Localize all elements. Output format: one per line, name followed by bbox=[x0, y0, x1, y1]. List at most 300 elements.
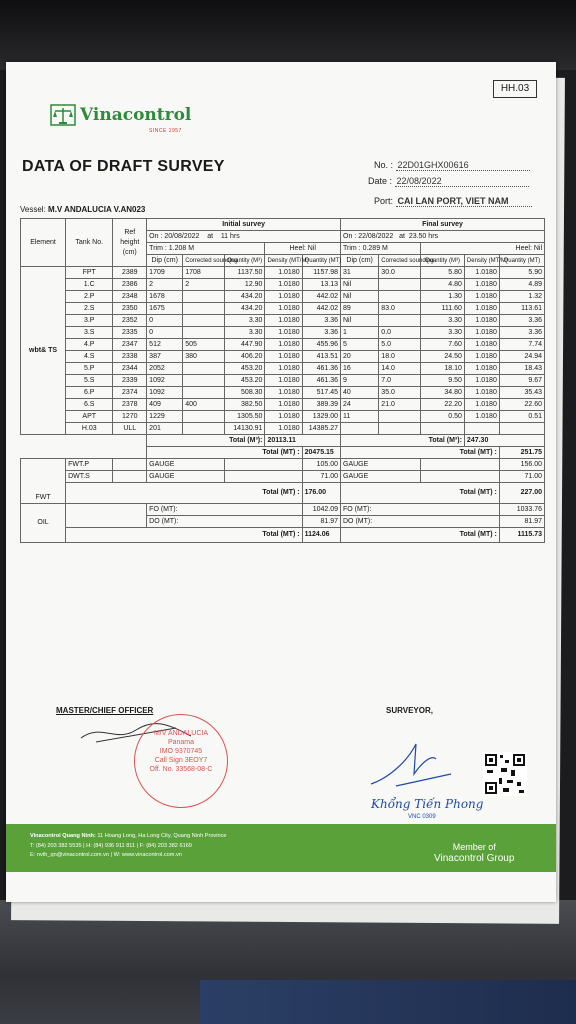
final-density: 1.0180 bbox=[464, 279, 499, 291]
initial-quantity-mt: 389.39 bbox=[302, 399, 340, 411]
stamp-line: M/V ANDALUCIA bbox=[153, 730, 209, 737]
col-density-final: Density (MT/M³ bbox=[464, 255, 499, 267]
initial-dip: 387 bbox=[147, 351, 183, 363]
total-m3-label: Total (M³): bbox=[147, 435, 265, 447]
initial-total-mt: 20475.15 bbox=[302, 447, 340, 459]
fo-initial: 1042.09 bbox=[302, 504, 340, 516]
initial-dip: 1092 bbox=[147, 375, 183, 387]
surveyor-name: Khổng Tiến Phong bbox=[371, 797, 484, 811]
report-number-value: 22D01GHX00616 bbox=[396, 160, 530, 171]
member-label: Member of bbox=[452, 842, 496, 852]
initial-at-label: at bbox=[207, 232, 214, 240]
initial-quantity-mt: 442.02 bbox=[302, 291, 340, 303]
initial-dip: 2 bbox=[147, 279, 183, 291]
final-dip: Nil bbox=[341, 315, 379, 327]
final-quantity-mt: 3.36 bbox=[499, 315, 544, 327]
fwt-p-initial-mt: 105.00 bbox=[302, 459, 340, 471]
port-label: Port: bbox=[374, 196, 394, 206]
ref-height-header: Ref height (cm) bbox=[113, 219, 147, 267]
final-quantity-mt: 113.61 bbox=[499, 303, 544, 315]
initial-density: 1.0180 bbox=[265, 291, 302, 303]
table-row bbox=[21, 303, 545, 315]
table-row bbox=[21, 339, 545, 351]
final-corrected bbox=[379, 315, 421, 327]
final-quantity-mt bbox=[499, 423, 544, 435]
fwt-final-total: 227.00 bbox=[499, 483, 544, 504]
vessel-label: Vessel: bbox=[20, 205, 46, 214]
initial-density: 1.0180 bbox=[265, 387, 302, 399]
final-quantity-m3 bbox=[420, 423, 464, 435]
report-number bbox=[374, 160, 530, 171]
ref-height: 2335 bbox=[113, 327, 147, 339]
tank-no: 2.S bbox=[66, 303, 113, 315]
table-row bbox=[21, 435, 545, 447]
initial-density: 1.0180 bbox=[265, 327, 302, 339]
initial-density: 1.0180 bbox=[265, 375, 302, 387]
spacer bbox=[224, 459, 302, 471]
report-date-value: 22/08/2022 bbox=[395, 176, 529, 187]
initial-on-row bbox=[147, 231, 341, 243]
final-corrected: 0.0 bbox=[379, 327, 421, 339]
vessel-value: M.V ANDALUCIA V.AN023 bbox=[48, 205, 146, 214]
oil-final-total: 1115.73 bbox=[499, 528, 544, 543]
table-row bbox=[21, 279, 545, 291]
final-total-m3: 247.30 bbox=[464, 435, 544, 447]
ref-height: 2338 bbox=[113, 351, 147, 363]
tank-no: 4.P bbox=[66, 339, 113, 351]
vessel bbox=[20, 205, 145, 214]
table-row bbox=[21, 291, 545, 303]
initial-corrected bbox=[183, 327, 225, 339]
footer-bar bbox=[6, 824, 556, 872]
fwt-p-dip: GAUGE bbox=[147, 459, 225, 471]
tank-no: H.03 bbox=[66, 423, 113, 435]
footer-office-name: Vinacontrol Quang Ninh: bbox=[30, 833, 96, 839]
total-mt-label-final: Total (MT) : bbox=[341, 447, 500, 459]
stamp-line: IMO 9370745 bbox=[159, 748, 203, 755]
member-of-group bbox=[434, 842, 514, 864]
final-corrected: 30.0 bbox=[379, 267, 421, 279]
draft-survey-document bbox=[6, 62, 556, 902]
final-quantity-m3: 3.30 bbox=[420, 327, 464, 339]
initial-quantity-m3: 3.30 bbox=[224, 315, 265, 327]
initial-corrected bbox=[183, 363, 225, 375]
final-dip: 1 bbox=[341, 327, 379, 339]
final-at-value: 23.50 bbox=[408, 232, 427, 240]
fwt-p-final-mt: 156.00 bbox=[499, 459, 544, 471]
table-row bbox=[21, 516, 545, 528]
fwt-total-label-final: Total (MT) : bbox=[341, 483, 500, 504]
tank-no: 1.C bbox=[66, 279, 113, 291]
tank-no: 5.S bbox=[66, 375, 113, 387]
initial-at-value: 11 bbox=[220, 232, 229, 240]
final-quantity-mt: 24.94 bbox=[499, 351, 544, 363]
final-density: 1.0180 bbox=[464, 339, 499, 351]
table-row bbox=[21, 504, 545, 516]
final-density: 1.0180 bbox=[464, 411, 499, 423]
initial-trim bbox=[147, 243, 265, 255]
initial-dip: 2052 bbox=[147, 363, 183, 375]
do-label-final: DO (MT): bbox=[341, 516, 500, 528]
initial-quantity-mt: 413.51 bbox=[302, 351, 340, 363]
initial-quantity-mt: 14385.27 bbox=[302, 423, 340, 435]
final-quantity-mt: 4.89 bbox=[499, 279, 544, 291]
initial-density: 1.0180 bbox=[265, 339, 302, 351]
initial-quantity-mt: 13.13 bbox=[302, 279, 340, 291]
table-row bbox=[21, 483, 545, 504]
table-row bbox=[21, 375, 545, 387]
initial-corrected bbox=[183, 375, 225, 387]
final-quantity-mt: 18.43 bbox=[499, 363, 544, 375]
initial-quantity-m3: 447.90 bbox=[224, 339, 265, 351]
stamp-line: Call Sign 3EOY7 bbox=[154, 757, 208, 764]
master-label: MASTER/CHIEF OFFICER bbox=[56, 706, 154, 715]
table-row bbox=[21, 423, 545, 435]
final-at-label: at bbox=[399, 232, 405, 240]
initial-density: 1.0180 bbox=[265, 303, 302, 315]
ref-height: 2339 bbox=[113, 375, 147, 387]
initial-corrected: 1708 bbox=[183, 267, 225, 279]
final-quantity-m3: 4.80 bbox=[420, 279, 464, 291]
footer-phone-line: T: (84) 203 382 5535 | H: (84) 936 911 811 | F: (84) 203 382 6169 bbox=[30, 842, 192, 849]
initial-dip: 1678 bbox=[147, 291, 183, 303]
ref-height: 2389 bbox=[113, 267, 147, 279]
spacer bbox=[21, 435, 147, 447]
do-label: DO (MT): bbox=[147, 516, 302, 528]
initial-quantity-m3: 453.20 bbox=[224, 375, 265, 387]
initial-corrected bbox=[183, 387, 225, 399]
spacer bbox=[66, 504, 147, 516]
oil-label: OIL bbox=[21, 504, 66, 543]
table-row bbox=[21, 315, 545, 327]
initial-quantity-m3: 1305.50 bbox=[224, 411, 265, 423]
initial-dip: 1229 bbox=[147, 411, 183, 423]
ship-stamp bbox=[134, 714, 228, 808]
oil-initial-total: 1124.06 bbox=[302, 528, 340, 543]
final-quantity-m3: 5.80 bbox=[420, 267, 464, 279]
final-dip: 11 bbox=[341, 411, 379, 423]
final-density: 1.0180 bbox=[464, 327, 499, 339]
initial-quantity-m3: 453.20 bbox=[224, 363, 265, 375]
spacer bbox=[420, 459, 499, 471]
fwt-total-label: Total (MT) : bbox=[66, 483, 303, 504]
final-dip: Nil bbox=[341, 291, 379, 303]
ref-height: 2352 bbox=[113, 315, 147, 327]
spacer bbox=[113, 471, 147, 483]
tank-no: FPT bbox=[66, 267, 113, 279]
initial-density: 1.0180 bbox=[265, 399, 302, 411]
final-heel: Heel: Nil bbox=[420, 243, 544, 255]
element-header: Element bbox=[21, 219, 66, 267]
initial-corrected bbox=[183, 423, 225, 435]
table-row bbox=[21, 327, 545, 339]
vinacontrol-logo bbox=[50, 102, 191, 128]
ref-height: 2350 bbox=[113, 303, 147, 315]
initial-quantity-m3: 382.50 bbox=[224, 399, 265, 411]
table-row bbox=[21, 447, 545, 459]
final-on-label: On : bbox=[343, 232, 357, 240]
final-density: 1.0180 bbox=[464, 399, 499, 411]
initial-total-m3: 20113.11 bbox=[265, 435, 341, 447]
table-row bbox=[21, 399, 545, 411]
initial-dip: 0 bbox=[147, 315, 183, 327]
final-trim-label: Trim : bbox=[343, 244, 361, 252]
spacer bbox=[66, 516, 147, 528]
report-number-label: No. : bbox=[374, 160, 394, 170]
initial-density: 1.0180 bbox=[265, 411, 302, 423]
final-corrected: 21.0 bbox=[379, 399, 421, 411]
ref-height: 2347 bbox=[113, 339, 147, 351]
initial-density: 1.0180 bbox=[265, 267, 302, 279]
final-on-row bbox=[341, 231, 545, 243]
final-quantity-m3: 22.20 bbox=[420, 399, 464, 411]
final-dip: 31 bbox=[341, 267, 379, 279]
final-quantity-m3: 1.30 bbox=[420, 291, 464, 303]
final-corrected: 35.0 bbox=[379, 387, 421, 399]
table-row bbox=[21, 351, 545, 363]
final-quantity-m3: 3.30 bbox=[420, 315, 464, 327]
fwt-s-dip: GAUGE bbox=[147, 471, 225, 483]
surveyor-signature bbox=[366, 734, 456, 794]
col-corrected-final: Corrected sounding bbox=[379, 255, 421, 267]
final-quantity-m3: 9.50 bbox=[420, 375, 464, 387]
qr-code-icon bbox=[483, 752, 527, 796]
initial-quantity-mt: 517.45 bbox=[302, 387, 340, 399]
fo-final: 1033.76 bbox=[499, 504, 544, 516]
final-density: 1.0180 bbox=[464, 291, 499, 303]
ref-height: 2378 bbox=[113, 399, 147, 411]
final-corrected bbox=[379, 291, 421, 303]
fwt-p-final-dip: GAUGE bbox=[341, 459, 421, 471]
scales-logo-icon bbox=[50, 102, 76, 128]
final-quantity-mt: 1.32 bbox=[499, 291, 544, 303]
table-row bbox=[21, 471, 545, 483]
footer-address bbox=[30, 832, 227, 861]
initial-quantity-m3: 434.20 bbox=[224, 303, 265, 315]
ref-height: 2344 bbox=[113, 363, 147, 375]
final-corrected: 83.0 bbox=[379, 303, 421, 315]
ref-height: ULL bbox=[113, 423, 147, 435]
final-quantity-mt: 5.90 bbox=[499, 267, 544, 279]
tank-no: 4.S bbox=[66, 351, 113, 363]
final-quantity-mt: 9.67 bbox=[499, 375, 544, 387]
final-corrected bbox=[379, 411, 421, 423]
final-density: 1.0180 bbox=[464, 267, 499, 279]
final-quantity-m3: 111.60 bbox=[420, 303, 464, 315]
initial-on-label: On : bbox=[149, 232, 163, 240]
fwt-initial-total: 176.00 bbox=[302, 483, 340, 504]
tank-no: 5.P bbox=[66, 363, 113, 375]
final-corrected bbox=[379, 423, 421, 435]
final-dip: 5 bbox=[341, 339, 379, 351]
fwt-s-final-mt: 71.00 bbox=[499, 471, 544, 483]
spacer bbox=[113, 459, 147, 471]
final-quantity-mt: 0.51 bbox=[499, 411, 544, 423]
group-label-wbt: wbt& TS bbox=[21, 267, 66, 435]
col-quantity-m3: Quantity (M³) bbox=[224, 255, 265, 267]
do-final: 81.97 bbox=[499, 516, 544, 528]
final-dip: 20 bbox=[341, 351, 379, 363]
initial-corrected: 380 bbox=[183, 351, 225, 363]
fwt-s-final-dip: GAUGE bbox=[341, 471, 421, 483]
group-name: Vinacontrol Group bbox=[434, 853, 515, 864]
initial-quantity-m3: 406.20 bbox=[224, 351, 265, 363]
initial-quantity-mt: 455.96 bbox=[302, 339, 340, 351]
initial-quantity-mt: 3.36 bbox=[302, 315, 340, 327]
initial-quantity-mt: 442.02 bbox=[302, 303, 340, 315]
final-quantity-m3: 34.80 bbox=[420, 387, 464, 399]
initial-quantity-m3: 3.30 bbox=[224, 327, 265, 339]
final-trim bbox=[341, 243, 421, 255]
footer-email-line: E: nvth_qn@vinacontrol.com.vn | W: www.vinacontrol.com.vn bbox=[30, 852, 182, 858]
initial-dip: 1675 bbox=[147, 303, 183, 315]
final-density: 1.0180 bbox=[464, 387, 499, 399]
final-quantity-mt: 7.74 bbox=[499, 339, 544, 351]
stamp-line: Panama bbox=[167, 739, 195, 746]
initial-dip: 1709 bbox=[147, 267, 183, 279]
final-quantity-mt: 3.36 bbox=[499, 327, 544, 339]
ref-height: 2348 bbox=[113, 291, 147, 303]
tank-no: 2.P bbox=[66, 291, 113, 303]
final-dip bbox=[341, 423, 379, 435]
final-quantity-m3: 24.50 bbox=[420, 351, 464, 363]
col-quantity-m3-final: Quantity (M³) bbox=[420, 255, 464, 267]
total-m3-label-final: Total (M³): bbox=[341, 435, 465, 447]
document-code: HH.03 bbox=[493, 80, 537, 98]
final-corrected: 5.0 bbox=[379, 339, 421, 351]
initial-trim-value: 1.208 M bbox=[168, 244, 195, 252]
final-density: 1.0180 bbox=[464, 315, 499, 327]
col-density: Density (MT/M³ bbox=[265, 255, 302, 267]
final-trim-value: 0.289 M bbox=[362, 244, 388, 252]
initial-heel: Heel: Nil bbox=[265, 243, 341, 255]
final-corrected: 14.0 bbox=[379, 363, 421, 375]
initial-dip: 409 bbox=[147, 399, 183, 411]
initial-quantity-mt: 461.36 bbox=[302, 363, 340, 375]
footer-address-line: 11 Hoang Long, Ha Long City, Quang Ninh Province bbox=[97, 833, 227, 839]
final-quantity-m3: 7.60 bbox=[420, 339, 464, 351]
initial-quantity-mt: 3.36 bbox=[302, 327, 340, 339]
final-dip: 24 bbox=[341, 399, 379, 411]
final-density: 1.0180 bbox=[464, 351, 499, 363]
fwt-s-tank: DWT.S bbox=[66, 471, 113, 483]
ref-height: 2386 bbox=[113, 279, 147, 291]
initial-quantity-mt: 1329.00 bbox=[302, 411, 340, 423]
fo-label: FO (MT): bbox=[147, 504, 302, 516]
col-quantity-mt-final: Quantity (MT) bbox=[499, 255, 544, 267]
ref-height: 2374 bbox=[113, 387, 147, 399]
oil-total-label-final: Total (MT) : bbox=[341, 528, 500, 543]
background-top bbox=[0, 0, 576, 70]
final-quantity-m3: 18.10 bbox=[420, 363, 464, 375]
fo-label-final: FO (MT): bbox=[341, 504, 500, 516]
port bbox=[374, 196, 532, 207]
fwt-label: FWT bbox=[21, 459, 66, 504]
tank-no: 6.P bbox=[66, 387, 113, 399]
final-density bbox=[464, 423, 499, 435]
initial-corrected: 505 bbox=[183, 339, 225, 351]
final-total-mt: 251.75 bbox=[499, 447, 544, 459]
final-quantity-mt: 35.43 bbox=[499, 387, 544, 399]
table-row bbox=[21, 528, 545, 543]
table-row bbox=[21, 459, 545, 471]
final-dip: 89 bbox=[341, 303, 379, 315]
spacer bbox=[420, 471, 499, 483]
final-survey-header: Final survey bbox=[341, 219, 545, 231]
tank-no: 6.S bbox=[66, 399, 113, 411]
table-row bbox=[21, 387, 545, 399]
initial-corrected: 400 bbox=[183, 399, 225, 411]
final-quantity-mt: 22.60 bbox=[499, 399, 544, 411]
tank-no: 3.S bbox=[66, 327, 113, 339]
initial-quantity-m3: 14130.91 bbox=[224, 423, 265, 435]
tank-no: APT bbox=[66, 411, 113, 423]
ref-height: 1270 bbox=[113, 411, 147, 423]
stamp-line: Off. No. 33568-08-C bbox=[149, 766, 213, 773]
initial-quantity-m3: 12.90 bbox=[224, 279, 265, 291]
port-value: CAI LAN PORT, VIET NAM bbox=[396, 196, 532, 207]
initial-density: 1.0180 bbox=[265, 363, 302, 375]
final-dip: 40 bbox=[341, 387, 379, 399]
initial-corrected bbox=[183, 303, 225, 315]
report-date bbox=[368, 176, 529, 187]
initial-density: 1.0180 bbox=[265, 351, 302, 363]
initial-quantity-mt: 461.36 bbox=[302, 375, 340, 387]
final-density: 1.0180 bbox=[464, 303, 499, 315]
initial-dip: 1092 bbox=[147, 387, 183, 399]
draft-survey-table bbox=[20, 218, 545, 543]
initial-hrs: hrs bbox=[230, 232, 240, 240]
fwt-p-tank: FWT.P bbox=[66, 459, 113, 471]
initial-dip: 201 bbox=[147, 423, 183, 435]
final-corrected bbox=[379, 279, 421, 291]
oil-total-label: Total (MT) : bbox=[66, 528, 303, 543]
initial-on-value: 20/08/2022 bbox=[164, 232, 200, 240]
final-hrs: hrs bbox=[428, 232, 439, 240]
fwt-s-initial-mt: 71.00 bbox=[302, 471, 340, 483]
surveyor-code: VNC 0309 bbox=[408, 814, 436, 820]
initial-corrected bbox=[183, 411, 225, 423]
final-quantity-m3: 0.50 bbox=[420, 411, 464, 423]
col-dip: Dip (cm) bbox=[147, 255, 183, 267]
tank-no: 3.P bbox=[66, 315, 113, 327]
col-corrected: Corrected sounding bbox=[183, 255, 225, 267]
final-density: 1.0180 bbox=[464, 375, 499, 387]
initial-quantity-m3: 508.30 bbox=[224, 387, 265, 399]
initial-density: 1.0180 bbox=[265, 423, 302, 435]
final-on-value: 22/08/2022 bbox=[358, 232, 394, 240]
final-dip: Nil bbox=[341, 279, 379, 291]
total-mt-label: Total (MT) : bbox=[147, 447, 302, 459]
col-dip-final: Dip (cm) bbox=[341, 255, 379, 267]
initial-trim-label: Trim : bbox=[149, 244, 167, 252]
table-row bbox=[21, 411, 545, 423]
page-title: DATA OF DRAFT SURVEY bbox=[22, 158, 225, 175]
final-dip: 16 bbox=[341, 363, 379, 375]
spacer bbox=[224, 471, 302, 483]
initial-corrected: 2 bbox=[183, 279, 225, 291]
initial-survey-header: Initial survey bbox=[147, 219, 341, 231]
initial-density: 1.0180 bbox=[265, 315, 302, 327]
initial-quantity-m3: 1137.50 bbox=[224, 267, 265, 279]
brand-since: SINCE 1957 bbox=[149, 128, 182, 134]
table-row bbox=[21, 267, 545, 279]
initial-dip: 512 bbox=[147, 339, 183, 351]
col-quantity-mt: Quantity (MT) bbox=[302, 255, 340, 267]
initial-corrected bbox=[183, 315, 225, 327]
surveyor-label: SURVEYOR, bbox=[386, 706, 433, 715]
final-dip: 9 bbox=[341, 375, 379, 387]
